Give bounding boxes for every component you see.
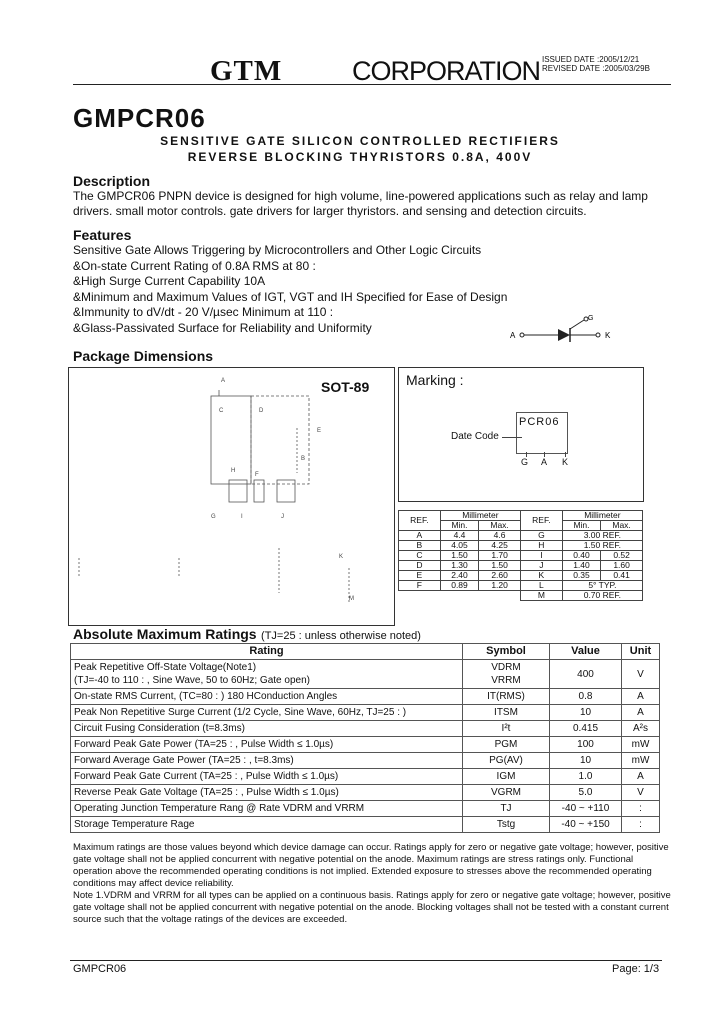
symbol-cell: IT(RMS): [463, 689, 550, 705]
unit-cell: A: [622, 769, 660, 785]
symbol-cell: I²t: [463, 721, 550, 737]
footer-part-number: GMPCR06: [73, 963, 127, 975]
table-row: [399, 561, 643, 571]
drawing-letter: G: [211, 514, 216, 520]
rating-cell: [71, 660, 463, 689]
drawing-letter: C: [219, 408, 224, 414]
dims-cell: 1.50: [479, 561, 521, 571]
table-row: [71, 753, 660, 769]
value-cell: 10: [550, 705, 622, 721]
dims-cell: 0.41: [601, 571, 643, 581]
dims-cell: 2.60: [479, 571, 521, 581]
symbol-cathode-label: K: [605, 331, 611, 340]
table-header-row: [71, 644, 660, 660]
dims-cell: C: [399, 551, 441, 561]
pin-label-a: A: [541, 457, 548, 467]
table-header-row: [399, 511, 643, 521]
rating-cell: Forward Average Gate Power (TA=25 : , t=8.3ms): [71, 753, 463, 769]
dims-min-header: Min.: [562, 521, 600, 531]
rating-text: (TJ=-40 to 110 : , Sine Wave, 50 to 60Hz; Gate open): [74, 675, 310, 686]
drawing-letter: D: [259, 408, 264, 414]
dims-unit-header: Millimeter: [562, 511, 642, 521]
table-row: [71, 817, 660, 833]
dims-cell: 0.52: [601, 551, 643, 561]
features-heading: Features: [73, 227, 132, 243]
dims-cell: 1.50: [440, 551, 478, 561]
dims-cell: 4.05: [440, 541, 478, 551]
symbol-text: VRRM: [491, 675, 521, 686]
dims-cell: 1.70: [479, 551, 521, 561]
description-text: The GMPCR06 PNPN device is designed for high volume, line-powered applications such as relay and lamp drivers. small motor controls. gate drivers for larger thyristors. and sensing and detection circuits.: [73, 189, 648, 218]
value-cell: -40 ~ +150: [550, 817, 622, 833]
table-row: [399, 591, 643, 601]
dims-cell: J: [520, 561, 562, 571]
package-drawing-box: [68, 367, 395, 626]
scr-symbol-icon: [508, 312, 620, 346]
col-unit: Unit: [622, 644, 660, 660]
symbol-cell: PGM: [463, 737, 550, 753]
date-code-label: Date Code: [451, 431, 499, 442]
col-symbol: Symbol: [463, 644, 550, 660]
dims-max-header: Max.: [479, 521, 521, 531]
unit-cell: A: [622, 705, 660, 721]
rating-cell: Reverse Peak Gate Voltage (TA=25 : , Pulse Width ≤ 1.0µs): [71, 785, 463, 801]
dims-cell: D: [399, 561, 441, 571]
dims-ref-header: REF.: [520, 511, 562, 531]
drawing-letter: H: [231, 468, 236, 474]
dims-cell: F: [399, 581, 441, 591]
dims-cell: I: [520, 551, 562, 561]
note-general: Maximum ratings are those values beyond which device damage can occur. Ratings apply for zero or negative gate voltage; however, positive gate voltage shall not be applied concurrent with negative potential on the anode. Maximum ratings are stress ratings only. Functional operation above the recommended operating conditions is not implied. Extended exposure to stresses above the recommended operating conditions may affect device reliability.: [73, 842, 669, 889]
feature-item: &On-state Current Rating of 0.8A RMS at 80 :: [73, 258, 316, 273]
drawing-letter: J: [281, 514, 284, 520]
symbol-cell: [463, 660, 550, 689]
rating-cell: Forward Peak Gate Current (TA=25 : , Pulse Width ≤ 1.0µs): [71, 769, 463, 785]
note-1: Note 1.VDRM and VRRM for all types can be applied on a continuous basis. Ratings apply for zero or negative gate voltage; however, positive gate voltage shall not be applied concurrent with negative potential on the anode. Blocking voltages shall not be tested with a constant current source such that the voltage ratings of the devices are exceeded.: [73, 890, 671, 925]
dims-val: REF.: [602, 530, 622, 540]
dims-cell: A: [399, 531, 441, 541]
drawing-lead-3: [277, 480, 295, 502]
unit-cell: mW: [622, 737, 660, 753]
symbol-gate-label: G: [588, 315, 594, 322]
rating-cell: Forward Peak Gate Power (TA=25 : , Pulse Width ≤ 1.0µs): [71, 737, 463, 753]
unit-cell: :: [622, 801, 660, 817]
dims-max-header: Max.: [601, 521, 643, 531]
value-cell: 400: [550, 660, 622, 689]
document-dates: [542, 55, 650, 73]
dims-cell: 1.20: [479, 581, 521, 591]
dims-cell: K: [520, 571, 562, 581]
feature-item: Sensitive Gate Allows Triggering by Microcontrollers and Other Logic Circuits: [73, 243, 482, 257]
date-code-pointer: [502, 437, 522, 438]
issued-date: ISSUED DATE :2005/12/21: [542, 55, 640, 64]
dims-cell-empty: [399, 591, 521, 601]
dims-cell: 0.70 REF.: [562, 591, 642, 601]
dims-cell: H: [520, 541, 562, 551]
company-name: CORPORATION: [352, 56, 541, 86]
dims-cell: M: [520, 591, 562, 601]
unit-cell: V: [622, 660, 660, 689]
dims-cell: 2.40: [440, 571, 478, 581]
unit-cell: mW: [622, 753, 660, 769]
value-cell: 1.0: [550, 769, 622, 785]
dims-ref-header: REF.: [399, 511, 441, 531]
drawing-lead-1: [229, 480, 247, 502]
feature-item: &Immunity to dV/dt - 20 V/µsec Minimum at 110 :: [73, 305, 334, 319]
dims-cell: 0.35: [562, 571, 600, 581]
dims-unit-header: Millimeter: [440, 511, 520, 521]
symbol-text: VDRM: [491, 662, 521, 673]
dims-cell: B: [399, 541, 441, 551]
amr-heading-row: [73, 626, 421, 644]
dims-cell: [562, 541, 642, 551]
drawing-letter: K: [339, 554, 344, 560]
feature-item: &Glass-Passivated Surface for Reliability and Uniformity: [73, 320, 372, 335]
table-row: [399, 541, 643, 551]
pin-label-g: G: [521, 457, 529, 467]
dims-cell: 1.60: [601, 561, 643, 571]
col-rating: Rating: [71, 644, 463, 660]
dims-cell: [562, 531, 642, 541]
dims-val: 3.00: [583, 530, 601, 540]
drawing-letter: F: [255, 472, 259, 478]
marking-code: PCR06: [519, 416, 560, 428]
dims-cell: E: [399, 571, 441, 581]
drawing-letter: I: [241, 514, 243, 520]
revised-date: REVISED DATE :2005/03/29B: [542, 64, 650, 73]
pin-label-k: K: [562, 457, 569, 467]
subtitle-line-2: REVERSE BLOCKING THYRISTORS 0.8A, 400V: [187, 150, 533, 164]
value-cell: 10: [550, 753, 622, 769]
package-heading: Package Dimensions: [73, 348, 214, 364]
footer-page-number: Page: 1/3: [612, 963, 660, 975]
marking-box: [398, 367, 644, 502]
table-row: [399, 571, 643, 581]
part-title: GMPCR06: [73, 103, 206, 133]
rating-cell: Circuit Fusing Consideration (t=8.3ms): [71, 721, 463, 737]
dims-cell: 4.4: [440, 531, 478, 541]
rating-cell: Peak Non Repetitive Surge Current (1/2 Cycle, Sine Wave, 60Hz, TJ=25 : ): [71, 705, 463, 721]
package-outline-drawing: [69, 368, 394, 625]
table-row: [399, 531, 643, 541]
dims-cell: G: [520, 531, 562, 541]
value-cell: 0.8: [550, 689, 622, 705]
description-heading: Description: [73, 173, 151, 189]
dims-cell: 0.40: [562, 551, 600, 561]
col-value: Value: [550, 644, 622, 660]
feature-item: &Minimum and Maximum Values of IGT, VGT and IH Specified for Ease of Design: [73, 289, 508, 304]
dims-cell: 0.89: [440, 581, 478, 591]
unit-cell: :: [622, 817, 660, 833]
table-row: [71, 769, 660, 785]
subtitle-line-1: SENSITIVE GATE SILICON CONTROLLED RECTIFIERS: [160, 134, 560, 148]
footer-rule: [70, 960, 662, 961]
dims-cell: L: [520, 581, 562, 591]
table-row: [71, 660, 660, 689]
unit-cell: A²s: [622, 721, 660, 737]
dims-val: REF.: [602, 540, 622, 550]
value-cell: -40 ~ +110: [550, 801, 622, 817]
symbol-cell: PG(AV): [463, 753, 550, 769]
rating-cell: Operating Junction Temperature Rang @ Rate VDRM and VRRM: [71, 801, 463, 817]
symbol-anode-label: A: [510, 331, 516, 340]
ratings-table: [70, 643, 660, 833]
dimensions-table: [398, 510, 643, 601]
drawing-lead-2: [254, 480, 264, 502]
feature-item: &High Surge Current Capability 10A: [73, 274, 266, 288]
dims-cell: 4.25: [479, 541, 521, 551]
drawing-letter: E: [317, 428, 322, 434]
dims-cell: 1.30: [440, 561, 478, 571]
unit-cell: A: [622, 689, 660, 705]
dims-cell: 1.40: [562, 561, 600, 571]
symbol-cell: VGRM: [463, 785, 550, 801]
symbol-cell: ITSM: [463, 705, 550, 721]
dims-val: 1.50: [583, 540, 601, 550]
table-row: [399, 551, 643, 561]
features-list: [73, 243, 507, 336]
dims-cell: 4.6: [479, 531, 521, 541]
ratings-notes: [73, 842, 673, 926]
unit-cell: V: [622, 785, 660, 801]
rating-cell: Storage Temperature Rage: [71, 817, 463, 833]
table-row: [71, 689, 660, 705]
table-row: [71, 737, 660, 753]
header-rule: [73, 84, 671, 85]
dims-min-header: Min.: [440, 521, 478, 531]
dims-cell: 5° TYP.: [562, 581, 642, 591]
drawing-letter: B: [301, 456, 306, 462]
marking-heading: Marking :: [406, 372, 464, 388]
rating-cell: On-state RMS Current, (TC=80 : ) 180 HConduction Angles: [71, 689, 463, 705]
table-row: [399, 581, 643, 591]
package-type: SOT-89: [321, 379, 370, 395]
drawing-letter: A: [221, 378, 226, 384]
rating-text: Peak Repetitive Off-State Voltage(Note1): [74, 662, 257, 673]
value-cell: 100: [550, 737, 622, 753]
table-row: [71, 705, 660, 721]
drawing-letter: M: [349, 596, 354, 602]
brand-logo: GTM: [210, 55, 283, 87]
value-cell: 5.0: [550, 785, 622, 801]
symbol-cell: Tstg: [463, 817, 550, 833]
table-row: [71, 721, 660, 737]
symbol-cell: IGM: [463, 769, 550, 785]
value-cell: 0.415: [550, 721, 622, 737]
amr-heading: Absolute Maximum Ratings: [73, 626, 257, 642]
amr-conditions: (TJ=25 : unless otherwise noted): [261, 630, 421, 642]
table-row: [71, 801, 660, 817]
symbol-cell: TJ: [463, 801, 550, 817]
table-row: [71, 785, 660, 801]
